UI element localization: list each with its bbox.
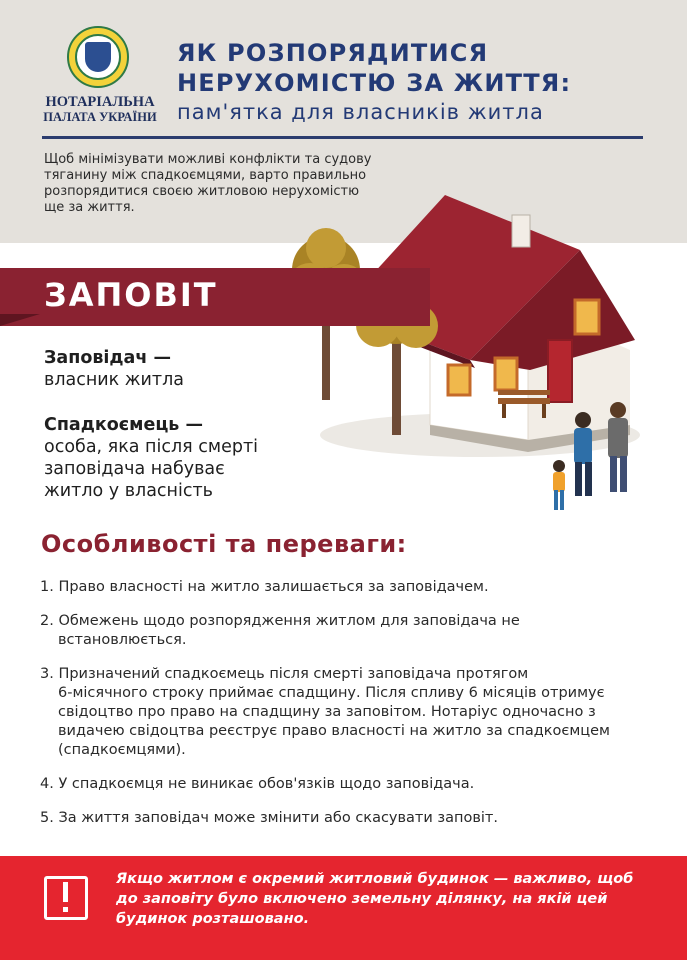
exclamation-dot	[63, 907, 68, 912]
warning-text: Якщо житлом є окремий житловий будинок — важливо, щоб до заповіту було включено земельну ділянку, на якій цей будинок розташовано.	[116, 871, 634, 927]
header-divider	[42, 136, 643, 139]
definition-testator	[44, 347, 184, 391]
list-item-text: Право власності на житло залишається за заповідачем.	[58, 579, 489, 595]
list-item-number: 1.	[40, 579, 54, 595]
org-name-line1: НОТАРІАЛЬНА	[45, 94, 155, 110]
definition-term: Спадкоємець —	[44, 415, 203, 435]
list-item	[40, 665, 640, 760]
org-name-line2: ПАЛАТА УКРАЇНИ	[43, 110, 157, 124]
list-item-text: Обмежень щодо розпорядження житлом для заповідача не	[58, 613, 520, 629]
list-item-number: 5.	[40, 810, 54, 826]
list-item	[40, 775, 640, 794]
house-family-illustration	[280, 190, 660, 530]
list-item	[40, 809, 640, 828]
list-item-number: 4.	[40, 776, 54, 792]
page-title-line2: НЕРУХОМІСТЮ ЗА ЖИТТЯ:	[177, 69, 572, 97]
list-item-continuation: встановлюється.	[58, 632, 187, 648]
list-item-text: За життя заповідач може змінити або скасувати заповіт.	[58, 810, 498, 826]
definition-heir	[44, 414, 258, 502]
definition-text: власник житла	[44, 370, 185, 390]
list-item-number: 2.	[40, 613, 54, 629]
section-title: ЗАПОВІТ	[44, 276, 218, 314]
notary-chamber-emblem-icon	[67, 26, 129, 88]
intro-text: Щоб мінімізувати можливі конфлікти та судову тяганину між спадкоємцями, варто правильно розпорядитися своєю житловою нерухомістю ще за життя.	[44, 152, 372, 215]
list-item-text: Призначений спадкоємець після смерті заповідача протягом	[58, 666, 529, 682]
list-item-number: 3.	[40, 666, 54, 682]
banner-fold	[0, 314, 40, 326]
definition-text: заповідача набуває	[44, 459, 225, 479]
features-list	[40, 578, 640, 843]
definition-text: житло у власність	[44, 481, 213, 501]
list-item-continuation: 6-місячного строку приймає спадщину. Після спливу 6 місяців отримує свідоцтво про право на спадщину за заповітом. Нотаріус одночасно з видачею свідоцтва реєструє право власності на житло за спадкоємцем (спадкоємцями).	[58, 685, 610, 758]
exclamation-mark	[63, 882, 68, 902]
features-heading: Особливості та переваги:	[41, 530, 407, 558]
page-subtitle: пам'ятка для власників житла	[177, 100, 544, 124]
organization-name	[38, 95, 162, 125]
list-item	[40, 612, 640, 650]
page-title-line1: ЯК РОЗПОРЯДИТИСЯ	[177, 39, 489, 67]
list-item	[40, 578, 640, 597]
definition-term: Заповідач —	[44, 348, 171, 368]
list-item-text: У спадкоємця не виникає обов'язків щодо заповідача.	[58, 776, 475, 792]
definition-text: особа, яка після смерті	[44, 437, 259, 457]
